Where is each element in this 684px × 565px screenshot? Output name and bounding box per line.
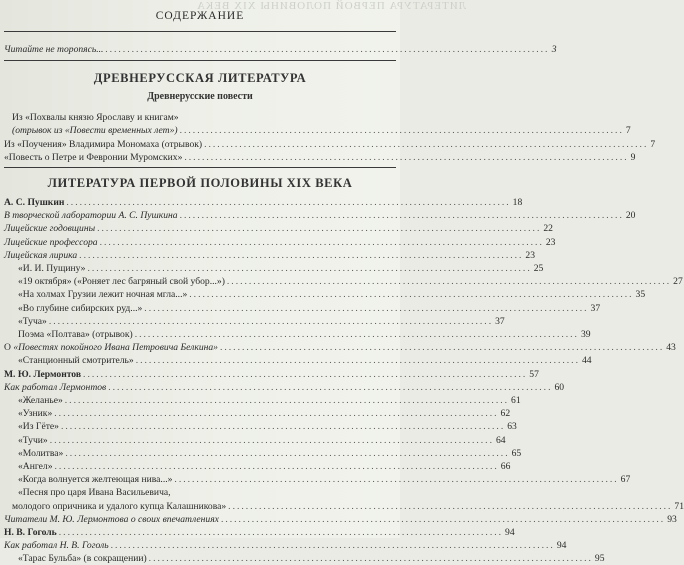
toc-entry[interactable]: «Желанье» ..................................................................................................... 61 [18, 395, 521, 406]
toc-entry-intro[interactable]: Читайте не торопясь... ..................................................................................................... 3 [4, 44, 557, 55]
toc-entry[interactable]: «Из Гёте» ..................................................................................................... 63 [18, 421, 517, 433]
toc-entry[interactable]: Лицейские профессора ..................................................................................................... 23 [4, 236, 556, 248]
toc-entry[interactable]: «Станционный смотритель» ..................................................................................................... 44 [18, 355, 592, 367]
toc-entry[interactable]: «Туча» ..................................................................................................... 37 [18, 315, 505, 327]
title-rule [4, 31, 396, 32]
toc-entry[interactable]: Н. В. Гоголь ..................................................................................................... 94 [4, 527, 515, 538]
toc-entry[interactable]: Как работал Лермонтов ..................................................................................................... 60 [4, 381, 565, 393]
toc-entry[interactable]: молодого опричника и удалого купца Калашникова» ..................................................................................................... 71 [12, 500, 684, 512]
toc-entry[interactable]: «19 октября» («Роняет лес багряный свой убор...») ..................................................................................................... 27 [18, 276, 683, 288]
toc-entry[interactable]: В творческой лаборатории А. С. Пушкина ..................................................................................................... 20 [4, 210, 636, 222]
toc-entry[interactable]: «Когда волнуется желтеющая нива...» ..................................................................................................... 67 [18, 474, 631, 486]
toc-entry[interactable]: «Молитва» ..................................................................................................... 65 [18, 447, 522, 459]
toc-entry[interactable]: «Тарас Бульба» (в сокращении) ..................................................................................................... 95 [18, 553, 605, 565]
toc-entry[interactable]: «Во глубине сибирских руд...» ..................................................................................................... 37 [18, 302, 601, 314]
toc-entry[interactable]: О «Повестях покойного Ивана Петровича Белкина» ..................................................................................................... 43 [4, 342, 676, 354]
toc-entry[interactable]: Лицейские годовщины ..................................................................................................... 22 [4, 223, 553, 235]
toc-entry[interactable]: «Тучи» ..................................................................................................... 64 [18, 434, 506, 446]
section-rule [4, 60, 396, 61]
section-title-19th-century: ЛИТЕРАТУРА ПЕРВОЙ ПОЛОВИНЫ XIX ВЕКА [47, 176, 353, 190]
toc-entry[interactable]: «И. И. Пущину» ..................................................................................................... 25 [18, 263, 544, 274]
toc-entry[interactable]: «Повесть о Петре и Февронии Муромских» ..................................................................................................... 9 [4, 152, 636, 163]
section-rule [4, 167, 396, 168]
toc-entry[interactable]: Как работал Н. В. Гоголь ..................................................................................................... 94 [4, 540, 567, 552]
toc-entry[interactable]: «Ангел» ..................................................................................................... 66 [18, 461, 511, 472]
toc-entry[interactable]: Поэма «Полтава» (отрывок) ..................................................................................................... 39 [18, 329, 591, 340]
section-title-old-russian: ДРЕВНЕРУССКАЯ ЛИТЕРАТУРА [93, 71, 307, 85]
toc-entry[interactable]: «Песня про царя Ивана Васильевича, [18, 487, 171, 499]
toc-entry[interactable]: А. С. Пушкин ..................................................................................................... 18 [4, 197, 523, 208]
toc-entry[interactable]: М. Ю. Лермонтов ..................................................................................................... 57 [4, 368, 539, 380]
toc-entry[interactable]: Лицейская лирика ..................................................................................................... 23 [4, 249, 536, 261]
page-title: СОДЕРЖАНИЕ [155, 10, 245, 22]
section-subtitle: Древнерусские повести [147, 91, 253, 102]
toc-entry[interactable]: «На холмах Грузии лежит ночная мгла...» ..................................................................................................... 35 [18, 289, 646, 301]
toc-entry[interactable]: Читатели М. Ю. Лермонтова о своих впечатлениях ..................................................................................................... 93 [4, 513, 677, 525]
toc-entry[interactable]: (отрывок из «Повести временных лет») ..................................................................................................... 7 [12, 125, 631, 136]
toc-entry[interactable]: Из «Похвалы князю Ярославу и книгам» [12, 112, 179, 123]
bleed-through-text: ЛИТЕРАТУРА ПЕРВОЙ ПОЛОВИНЫ XIX ВЕКА [196, 0, 467, 12]
toc-entry[interactable]: «Узник» ..................................................................................................... 62 [18, 408, 511, 420]
toc-entry[interactable]: Из «Поучения» Владимира Мономаха (отрывок) ..................................................................................................... 7 [4, 139, 656, 150]
